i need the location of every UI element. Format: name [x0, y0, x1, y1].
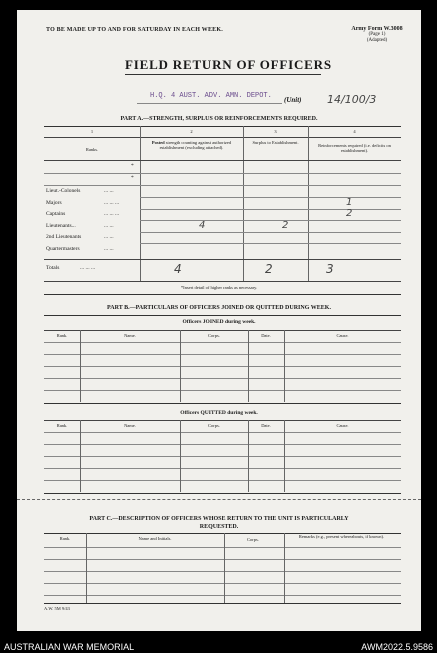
totals-reinf: 3 — [326, 262, 334, 276]
part-c-col-divider — [86, 533, 87, 603]
rank-label: Lieutenants... — [46, 222, 76, 229]
part-c-table — [44, 533, 401, 603]
quitted-col-cause: Cause. — [336, 423, 349, 428]
quitted-col-divider — [284, 420, 285, 492]
part-c-col-rank: Rank. — [59, 536, 71, 541]
star-row-1: * — [131, 163, 134, 169]
col-surplus-header: Surplus to Establishment. — [252, 140, 299, 145]
col-number-rule — [44, 137, 401, 138]
joined-col-corps: Corps. — [208, 333, 220, 338]
quitted-row-rule — [44, 480, 401, 481]
part-a-header-rule — [44, 160, 401, 161]
quitted-col-corps: Corps. — [208, 423, 220, 428]
army-form-page: (Page 1) — [368, 32, 386, 37]
accession-caption: AWM2022.5.9586 — [361, 642, 433, 652]
part-c-col-corps: Corps. — [247, 537, 259, 542]
part-a-top-rule — [44, 126, 401, 127]
joined-bottom-rule — [44, 403, 401, 404]
joined-table — [44, 330, 401, 402]
quitted-bottom-rule — [44, 493, 401, 494]
header-instruction: TO BE MADE UP TO AND FOR SATURDAY IN EACH WEEK. — [46, 27, 223, 33]
part-c-heading-line2: REQUESTED. — [199, 524, 239, 530]
joined-row-rule — [44, 354, 401, 355]
part-c-heading — [17, 515, 421, 531]
unit-underline — [137, 103, 282, 104]
quitted-col-rank: Rank. — [56, 423, 68, 428]
quitted-header-rule — [44, 432, 401, 433]
form-sheet — [17, 10, 421, 631]
quitted-col-date: Date. — [261, 423, 271, 428]
totals-top-rule — [44, 259, 401, 260]
quitted-col-divider — [80, 420, 81, 492]
posted-value: 4 — [199, 219, 206, 231]
rank-dots: ... ... — [104, 222, 114, 229]
col-reinf-header: Reinforcements required (i.e. deficits on establishment). — [318, 143, 391, 153]
quitted-row-rule — [44, 468, 401, 469]
part-c-bottom-rule — [44, 603, 401, 604]
army-form-number: Army Form W.3008 — [351, 26, 403, 32]
reinf-value: 2 — [346, 208, 353, 219]
printer-code: A.W. 5M 9/43 — [44, 606, 70, 611]
part-a-bottom-rule — [44, 294, 401, 295]
unit-stamp: H.Q. 4 AUST. ADV. AMN. DEPOT. — [150, 92, 272, 100]
col-number-1: 1 — [90, 129, 94, 134]
unit-label: (Unit) — [284, 96, 302, 104]
unit-handwritten: 14/100/3 — [327, 93, 377, 106]
col-number-4: 4 — [353, 129, 356, 134]
col-ranks-header: Ranks. — [85, 147, 99, 152]
rank-dots: ... ... ... — [104, 199, 120, 206]
star-row-2: * — [131, 175, 134, 181]
star-row-rule-1 — [44, 173, 401, 174]
joined-col-name: Name. — [124, 333, 136, 338]
institution-caption: AUSTRALIAN WAR MEMORIAL — [4, 642, 135, 652]
part-c-col-name: Name and Initials. — [138, 536, 172, 541]
quitted-col-name: Name. — [124, 423, 136, 428]
col-number-3: 3 — [274, 129, 277, 134]
totals-label: Totals — [46, 265, 60, 271]
part-c-col-remarks: Remarks (e.g., present whereabouts, if known). — [298, 534, 385, 539]
quitted-row-rule — [44, 456, 401, 457]
joined-row-rule — [44, 366, 401, 367]
part-c-row-rule — [44, 571, 401, 572]
part-b-top-rule — [44, 315, 401, 316]
totals-surplus: 2 — [265, 262, 273, 276]
joined-col-rank: Rank. — [56, 333, 68, 338]
rank-row-lieutenants — [44, 221, 401, 233]
rank-dots: ... ... ... — [104, 211, 120, 217]
rank-label: Lieut.-Colonels — [46, 188, 81, 194]
quitted-col-divider — [248, 420, 249, 492]
totals-posted: 4 — [174, 262, 182, 276]
rank-label: Majors — [46, 199, 62, 206]
rank-row-captains — [44, 209, 401, 221]
col-number-2: 2 — [190, 129, 193, 134]
perforation-line — [17, 499, 421, 500]
joined-header-rule — [44, 342, 401, 343]
part-a-heading: PART A.—STRENGTH, SURPLUS OR REINFORCEMENTS REQUIRED. — [120, 116, 318, 122]
joined-col-cause: Cause. — [336, 333, 349, 338]
quitted-heading: Officers QUITTED during week. — [180, 410, 258, 416]
reinf-value: 1 — [346, 196, 353, 208]
joined-col-divider — [284, 330, 285, 402]
joined-row-rule — [44, 378, 401, 379]
part-c-col-divider — [284, 533, 285, 603]
army-form-block — [337, 26, 417, 44]
part-c-col-divider — [224, 533, 225, 603]
rank-dots: ... ... — [104, 245, 114, 252]
part-c-row-rule — [44, 559, 401, 560]
title-underline — [125, 74, 321, 75]
quitted-row-rule — [44, 444, 401, 445]
rank-row-2nd-lieutenants — [44, 232, 401, 244]
quitted-table — [44, 420, 401, 492]
quitted-col-divider — [180, 420, 181, 492]
col-posted-header — [143, 140, 240, 150]
rank-rows — [44, 186, 401, 255]
surplus-value: 2 — [282, 219, 289, 231]
joined-col-date: Date. — [261, 333, 271, 338]
rank-label: 2nd Lieutenants — [46, 234, 82, 240]
rank-dots: ... ... — [104, 234, 114, 240]
part-c-row-rule — [44, 595, 401, 596]
joined-row-rule — [44, 390, 401, 391]
rank-dots: ... ... — [104, 188, 114, 194]
joined-heading: Officers JOINED during week. — [182, 319, 256, 325]
totals-bottom-rule — [44, 281, 401, 282]
part-c-header-rule — [44, 547, 401, 548]
col-posted-bold: Posted — [151, 140, 165, 145]
joined-col-divider — [180, 330, 181, 402]
joined-col-divider — [248, 330, 249, 402]
part-b-heading: PART B.—PARTICULARS OF OFFICERS JOINED OR QUITTED DURING WEEK. — [107, 305, 331, 311]
part-a-footnote: *Insert detail of higher ranks as necessary. — [180, 285, 258, 290]
part-c-row-rule — [44, 583, 401, 584]
rank-row-quartermasters — [44, 244, 401, 256]
col-posted-rest: strength counting against authorized establishment (excluding attached). — [159, 140, 232, 150]
rank-label: Captains — [46, 211, 66, 217]
army-form-adapted: (Adapted) — [366, 38, 388, 43]
page-title: FIELD RETURN OF OFFICERS — [125, 57, 332, 72]
part-c-heading-line1: PART C.—DESCRIPTION OF OFFICERS WHOSE RETURN TO THE UNIT IS PARTICULARLY — [89, 516, 349, 522]
joined-col-divider — [80, 330, 81, 402]
rank-label: Quartermasters — [46, 245, 80, 252]
totals-dots: ... ... ... — [80, 265, 96, 271]
